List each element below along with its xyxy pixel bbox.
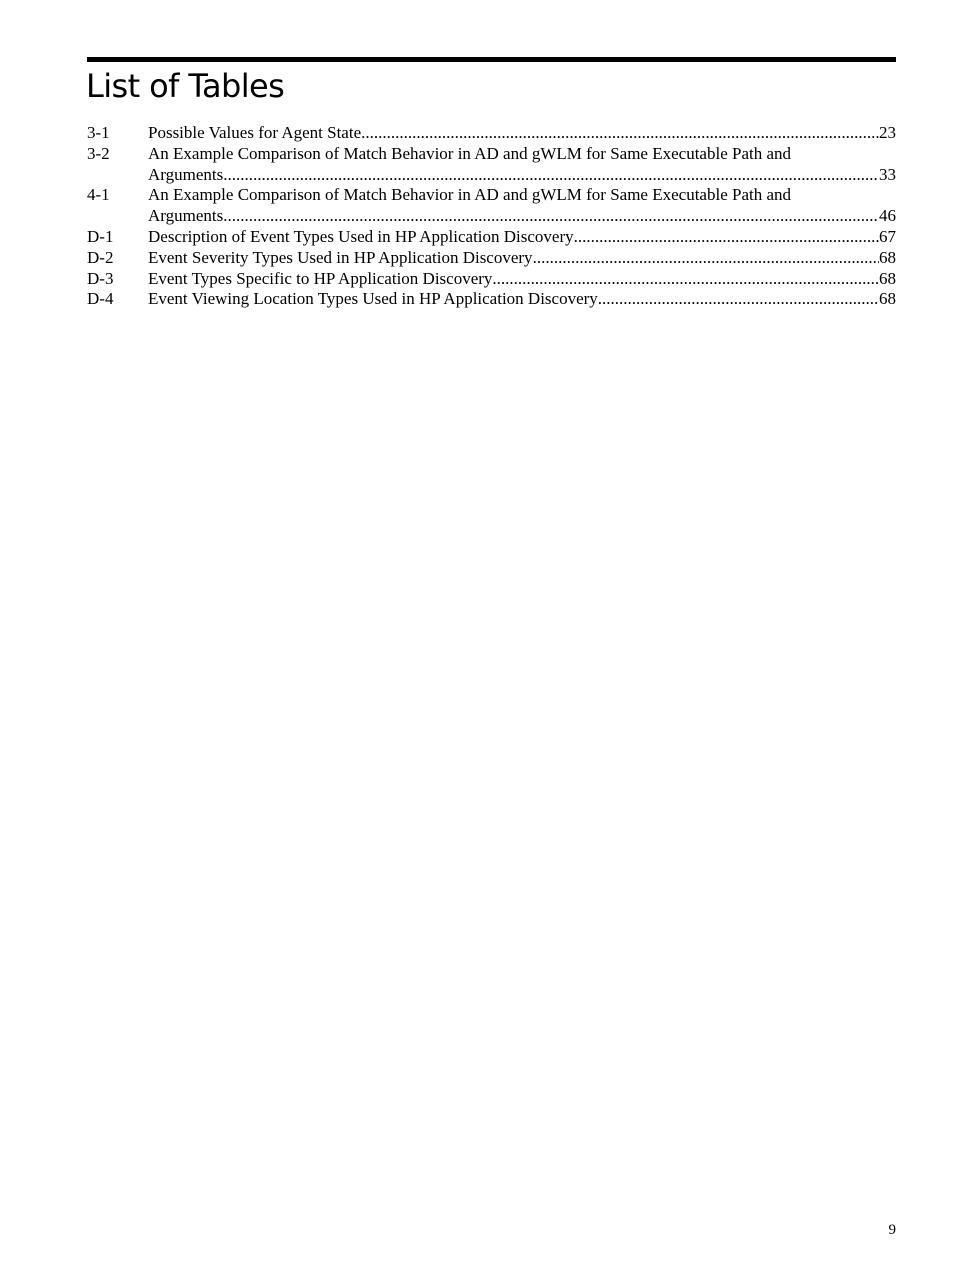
table-title: Event Viewing Location Types Used in HP Application Discovery xyxy=(148,289,598,309)
table-number: D-2 xyxy=(87,247,114,267)
toc-line xyxy=(148,123,896,144)
toc-entry-3-1[interactable] xyxy=(87,123,896,144)
page-reference: 33 xyxy=(879,164,896,184)
dot-leader xyxy=(533,248,879,269)
page-reference: 68 xyxy=(879,247,896,267)
table-number: D-3 xyxy=(87,268,114,288)
dot-leader xyxy=(361,123,879,144)
list-of-tables xyxy=(87,123,896,310)
table-title-line-2: Arguments xyxy=(148,206,224,226)
page-reference: 46 xyxy=(879,206,896,226)
dot-leader xyxy=(598,289,879,310)
dot-leader xyxy=(492,269,879,290)
table-title-line-1: An Example Comparison of Match Behavior in AD and gWLM for Same Executable Path and xyxy=(148,143,792,163)
toc-line xyxy=(148,269,896,290)
table-title-line-1: An Example Comparison of Match Behavior in AD and gWLM for Same Executable Path and xyxy=(148,185,792,205)
toc-line xyxy=(148,206,896,227)
table-number: 3-2 xyxy=(87,143,110,163)
toc-line xyxy=(148,289,896,310)
page-reference: 68 xyxy=(879,289,896,309)
toc-entry-d-4[interactable] xyxy=(87,289,896,310)
table-number: 3-1 xyxy=(87,123,110,142)
toc-line xyxy=(148,227,896,248)
toc-entry-d-1[interactable] xyxy=(87,227,896,248)
dot-leader xyxy=(223,206,879,227)
page-reference: 67 xyxy=(879,226,896,246)
table-title: Event Severity Types Used in HP Application Discovery xyxy=(148,247,533,267)
page-number: 9 xyxy=(888,1222,896,1238)
toc-entry-3-2[interactable] xyxy=(87,144,896,186)
table-number: D-1 xyxy=(87,226,114,246)
toc-entry-d-2[interactable] xyxy=(87,248,896,269)
table-title: Event Types Specific to HP Application Discovery xyxy=(148,268,493,288)
table-number: D-4 xyxy=(87,289,114,309)
table-title: Possible Values for Agent State xyxy=(148,123,362,142)
toc-entry-4-1[interactable] xyxy=(87,185,896,227)
dot-leader xyxy=(223,165,879,186)
table-number: 4-1 xyxy=(87,185,110,205)
table-title: Description of Event Types Used in HP Application Discovery xyxy=(148,226,574,246)
toc-line xyxy=(148,165,896,186)
page-reference: 23 xyxy=(879,123,896,142)
toc-line xyxy=(148,248,896,269)
page-reference: 68 xyxy=(879,268,896,288)
toc-entry-d-3[interactable] xyxy=(87,269,896,290)
dot-leader xyxy=(574,227,879,248)
table-title-line-2: Arguments xyxy=(148,164,224,184)
page-title: List of Tables xyxy=(86,67,285,105)
